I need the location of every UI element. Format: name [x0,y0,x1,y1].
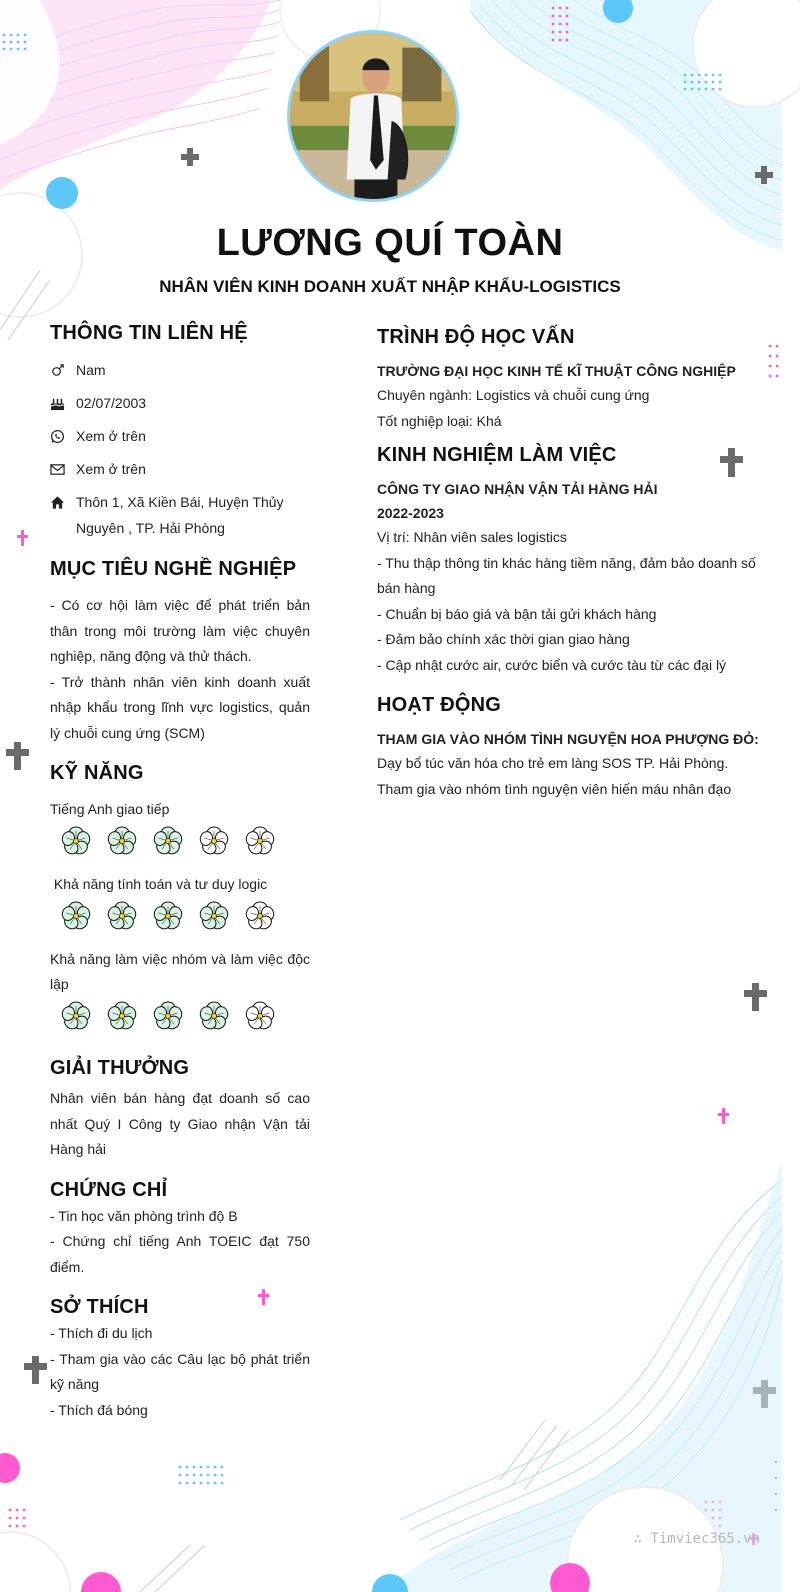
flower-rating-filled-icon [104,899,140,933]
flower-rating-filled-icon [104,999,140,1033]
phone-icon [50,423,76,449]
profile-photo [290,33,456,199]
skill-name: Khả năng tính toán và tư duy logic [50,876,268,892]
certificate-item: - Chứng chỉ tiếng Anh TOEIC đạt 750 điểm. [50,1233,310,1275]
skill-name: Khả năng làm việc nhóm và làm việc độc lập [50,951,310,992]
email-icon [50,456,76,482]
experience-heading: KINH NGHIỆM LÀM VIỆC [377,444,617,466]
flower-rating-filled-icon [150,999,186,1033]
company-name: CÔNG TY GIAO NHẬN VẬN TẢI HÀNG HẢI [377,481,658,497]
awards-heading: GIẢI THƯỞNG [50,1057,190,1079]
flower-rating-filled-icon [196,899,232,933]
objective-text-2: - Trở thành nhân viên kinh doanh xuất nhập khẩu trong lĩnh vực logistics, quản lý chuỗi cung ứng (SCM) [50,673,310,741]
experience-section [377,444,762,678]
left-column [50,322,310,1423]
avatar [287,30,459,202]
contact-phone [50,423,310,449]
job-title: NHÂN VIÊN KINH DOANH XUẤT NHẬP KHẨU-LOGISTICS [159,277,621,296]
hobbies-section [50,1296,310,1423]
duty-item: - Thu thập thông tin khác hàng tiềm năng, đảm bảo doanh số bán hàng [377,554,756,596]
phone-value: Xem ở trên [76,428,146,444]
work-position: Vị trí: Nhân viên sales logistics [377,529,567,545]
gender-value: Nam [76,362,106,378]
flower-rating-filled-icon [58,999,94,1033]
activities-section [377,694,762,802]
home-icon [50,489,76,515]
candidate-name: LƯƠNG QUÍ TOÀN [216,222,564,264]
birthday-value: 02/07/2003 [76,395,147,411]
activities-heading: HOẠT ĐỘNG [377,694,502,716]
contact-gender [50,357,310,383]
contact-address [50,489,310,541]
certificates-section [50,1179,310,1281]
flower-rating-empty-icon [242,899,278,933]
hobby-item: - Thích đá bóng [50,1401,148,1418]
flower-rating-filled-icon [58,824,94,858]
awards-section [50,1057,310,1163]
duty-item: - Cập nhật cước air, cước biển và cước tàu từ các đại lý [377,656,727,673]
activity-item: Tham gia vào nhóm tình nguyện viên hiến máu nhân đạo [377,780,732,797]
contact-email [50,456,310,482]
school-name: TRƯỜNG ĐẠI HỌC KINH TẾ KĨ THUẬT CÔNG NGHIỆP [377,363,736,379]
flower-rating-empty-icon [242,824,278,858]
duty-item: - Đảm bảo chính xác thời gian giao hàng [377,631,630,647]
dot-grid-pink-right [769,345,779,378]
hobby-item: - Thích đi du lịch [50,1325,153,1341]
flower-rating-filled-icon [104,824,140,858]
objective-text-1: - Có cơ hội làm việc để phát triển bản thân trong môi trường làm việc chuyên nghiệp, năng động và thử thách. [50,597,310,664]
work-period: 2022-2023 [377,505,444,521]
education-section [377,326,762,434]
email-value: Xem ở trên [76,461,146,477]
skill-rating [58,899,310,933]
flower-rating-empty-icon [242,999,278,1033]
certificate-item: - Tin học văn phòng trình độ B [50,1207,238,1224]
objective-section [50,558,310,746]
certificates-heading: CHỨNG CHỈ [50,1178,168,1201]
address-value: Thôn 1, Xã Kiền Bái, Huyện Thủy Nguyên , TP. Hải Phòng [76,494,284,536]
hobby-item: - Tham gia vào các Câu lạc bộ phát triển kỹ năng [50,1350,310,1392]
duty-item: - Chuẩn bị báo giá và bận tải gửi khách hàng [377,605,657,622]
gender-icon [50,357,76,383]
flower-rating-filled-icon [58,899,94,933]
skill-name: Tiếng Anh giao tiếp [50,801,170,817]
awards-text: Nhân viên bán hàng đạt doanh số cao nhất Quý I Công ty Giao nhận Vận tải Hàng hải [50,1090,310,1157]
contact-section [50,322,310,541]
skill-rating [58,824,310,858]
objective-heading: MỤC TIÊU NGHỀ NGHIỆP [50,558,297,580]
birthday-cake-icon [50,390,76,416]
contact-birthday [50,390,310,416]
skills-heading: KỸ NĂNG [50,762,144,784]
dot-grid-bottom-center [179,1466,224,1485]
skills-section [50,762,310,1033]
education-grade: Tốt nghiệp loại: Khá [377,412,502,429]
contact-heading: THÔNG TIN LIÊN HỆ [50,322,248,344]
flower-rating-filled-icon [196,999,232,1033]
education-major: Chuyên ngành: Logistics và chuỗi cung ứng [377,387,650,403]
flower-rating-filled-icon [150,824,186,858]
activity-item: Dạy bổ túc văn hóa cho trẻ em làng SOS TP. Hải Phòng. [377,755,729,771]
flower-rating-empty-icon [196,824,232,858]
right-column [377,326,762,802]
watermark: ∴ Timviec365.vn [633,1531,760,1547]
skill-rating [58,999,310,1033]
activity-org: THAM GIA VÀO NHÓM TÌNH NGUYỆN HOA PHƯỢNG ĐỎ: [377,731,759,747]
education-heading: TRÌNH ĐỘ HỌC VẤN [377,326,575,348]
hobbies-heading: SỞ THÍCH [50,1296,149,1318]
flower-rating-filled-icon [150,899,186,933]
